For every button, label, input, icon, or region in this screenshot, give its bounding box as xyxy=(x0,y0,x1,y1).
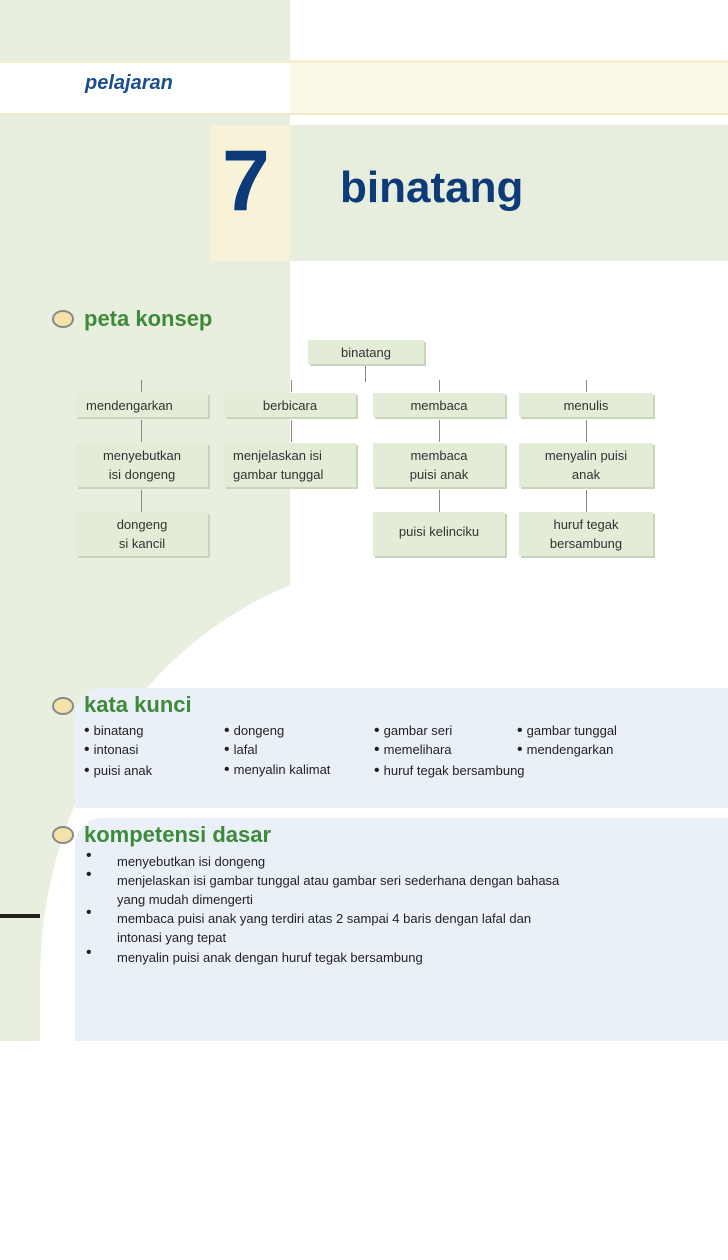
connector-line xyxy=(586,380,587,392)
leafnode-line: si kancil xyxy=(118,536,166,551)
competency-item: menyalin puisi anak dengan huruf tegak bersambung xyxy=(117,950,423,965)
subnode-line: menyalin puisi xyxy=(544,448,628,463)
concept-node-menulis xyxy=(519,393,653,417)
connector-line xyxy=(141,490,142,512)
peta-konsep-heading: peta konsep xyxy=(84,306,213,331)
lesson-label: pelajaran xyxy=(85,72,173,94)
bullet-dot: • xyxy=(86,944,92,961)
bullet-dot: • xyxy=(86,904,92,921)
connector-line xyxy=(141,420,142,442)
competency-item: menjelaskan isi gambar tunggal atau gambar seri sederhana dengan bahasa yang mudah dimengerti xyxy=(117,873,560,907)
concept-node-mendengarkan xyxy=(76,393,208,417)
section-bullet-icon xyxy=(52,310,74,328)
subnode-line: anak xyxy=(571,467,601,482)
connector-line xyxy=(439,420,440,442)
concept-subnode-1 xyxy=(76,443,208,487)
keyword-item: • gambar tunggal xyxy=(517,722,617,739)
subnode-line: membaca xyxy=(410,448,468,463)
header-stripe-bottom xyxy=(0,113,728,115)
concept-subnode-4 xyxy=(519,443,653,487)
concept-node-label: membaca xyxy=(410,397,468,413)
connector-line xyxy=(439,490,440,512)
concept-node-berbicara xyxy=(224,393,356,417)
leafnode-line: puisi kelinciku xyxy=(398,524,480,539)
connector-line xyxy=(141,380,142,392)
subnode-line: menjelaskan isi xyxy=(233,448,322,463)
subnode-line: isi dongeng xyxy=(108,467,176,482)
connector-line xyxy=(291,420,292,442)
connector-line xyxy=(291,380,292,392)
kompetensi-dasar-heading: kompetensi dasar xyxy=(84,822,272,847)
keyword-item: • puisi anak xyxy=(84,762,153,779)
left-edge-bar xyxy=(0,914,40,918)
concept-leafnode-1 xyxy=(76,512,208,556)
keyword-item: • huruf tegak bersambung xyxy=(374,762,525,779)
concept-node-label: menulis xyxy=(563,397,609,413)
competency-item: menyebutkan isi dongeng xyxy=(117,854,266,869)
keyword-item: • mendengarkan xyxy=(517,741,614,758)
kata-kunci-heading: kata kunci xyxy=(84,692,192,717)
concept-root-node xyxy=(308,340,424,364)
connector-line xyxy=(439,380,440,392)
lesson-number: 7 xyxy=(222,133,270,229)
keyword-item: • lafal xyxy=(224,741,258,758)
subnode-line: puisi anak xyxy=(409,467,469,482)
leafnode-line: huruf tegak xyxy=(553,517,619,532)
concept-subnode-3 xyxy=(373,443,505,487)
keyword-item: • menyalin kalimat xyxy=(224,761,331,778)
keyword-item: • intonasi xyxy=(84,741,139,758)
concept-subnode-2 xyxy=(224,443,356,487)
background-top-right xyxy=(290,0,728,60)
concept-leafnode-3 xyxy=(373,512,505,556)
subnode-line: menyebutkan xyxy=(102,448,182,463)
keyword-item: • gambar seri xyxy=(374,722,453,739)
bullet-dot: • xyxy=(86,866,92,883)
connector-line xyxy=(586,490,587,512)
concept-node-membaca xyxy=(373,393,505,417)
subnode-line: gambar tunggal xyxy=(233,467,324,482)
leafnode-line: dongeng xyxy=(116,517,168,532)
concept-node-label: berbicara xyxy=(262,397,318,413)
section-bullet-icon xyxy=(52,697,74,715)
connector-line xyxy=(586,420,587,442)
bullet-dot: • xyxy=(86,847,92,864)
header-band-right xyxy=(290,63,728,115)
keyword-item: • dongeng xyxy=(224,722,285,739)
concept-root-label: binatang xyxy=(341,344,391,360)
concept-node-label: mendengarkan xyxy=(86,397,173,413)
keyword-item: • binatang xyxy=(84,722,144,739)
leafnode-line: bersambung xyxy=(549,536,623,551)
connector-line xyxy=(365,366,366,382)
competency-item: membaca puisi anak yang terdiri atas 2 sampai 4 baris dengan lafal dan intonasi yang tepat xyxy=(117,911,532,945)
keyword-item: • memelihara xyxy=(374,741,452,758)
concept-leafnode-4 xyxy=(519,512,653,556)
page-title: binatang xyxy=(340,163,524,212)
section-bullet-icon xyxy=(52,826,74,844)
